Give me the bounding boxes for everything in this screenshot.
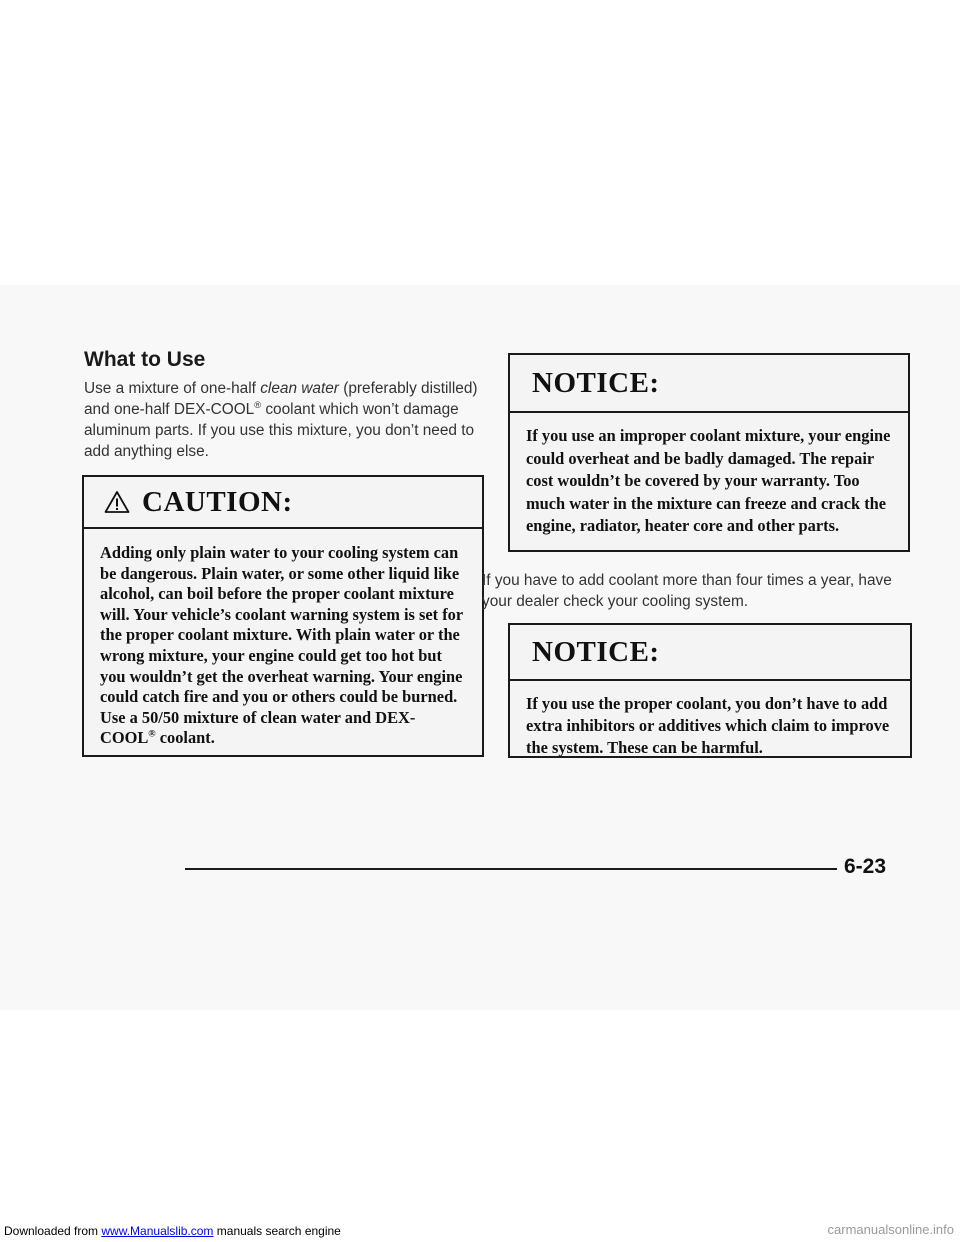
intro-text-c: coolant which won’t damage aluminum parts. If you use this mixture, you don’t need to add anything else. xyxy=(84,401,475,460)
notice-body: If you use the proper coolant, you don’t have to add extra inhibitors or additives which claim to improve the system. These can be harmful. xyxy=(526,694,890,757)
warning-triangle-icon xyxy=(104,490,130,514)
notice-box-coolant-mixture xyxy=(508,353,910,552)
caution-text-a: Adding only plain water to your cooling system can be dangerous. Plain water, or some other liquid like alcohol, can boil before the proper coolant mixture will. Your vehicle’s coolant warning system is set for the proper coolant mixture. With plain water or the wrong mixture, your engine could get too hot but you wouldn’t get the overheat warning. Your engine could catch fire and you or others could be burned. Use a 50/50 mixture of clean water and DEX-COOL xyxy=(100,543,463,748)
caution-header xyxy=(84,477,482,529)
notice-header xyxy=(510,625,910,681)
registered-mark: ® xyxy=(254,399,262,410)
notice-body: If you use an improper coolant mixture, your engine could overheat and be badly damaged. The repair cost wouldn’t be covered by your warranty. Too much water in the mixture can freeze and crack the engine, radiator, heater core and other parts. xyxy=(526,426,891,535)
footer-rule xyxy=(185,868,837,870)
coolant-frequency-paragraph: If you have to add coolant more than four times a year, have your dealer check your cooling system. xyxy=(482,572,892,610)
footer-suffix: manuals search engine xyxy=(213,1224,341,1238)
intro-text-a: Use a mixture of one-half xyxy=(84,380,261,397)
manualslib-link[interactable]: www.Manualslib.com xyxy=(101,1224,214,1238)
notice-header xyxy=(510,355,908,413)
intro-emphasis: clean water xyxy=(260,380,339,397)
caution-body xyxy=(84,529,482,749)
caution-text-b: coolant. xyxy=(155,728,215,748)
download-footer xyxy=(4,1224,341,1238)
registered-mark: ® xyxy=(148,728,156,740)
caution-title: CAUTION: xyxy=(142,485,293,518)
notice-box-additives xyxy=(508,623,912,758)
page-number: 6-23 xyxy=(844,855,887,878)
section-heading: What to Use xyxy=(84,348,206,371)
notice-title: NOTICE: xyxy=(532,635,660,668)
intro-paragraph xyxy=(84,378,484,462)
footer-prefix: Downloaded from xyxy=(4,1224,102,1238)
intro-text-b: (preferably distilled) and one-half DEX-COOL xyxy=(84,380,478,418)
caution-box xyxy=(82,475,484,757)
notice-title: NOTICE: xyxy=(532,366,660,399)
watermark: carmanualsonline.info xyxy=(827,1222,954,1237)
